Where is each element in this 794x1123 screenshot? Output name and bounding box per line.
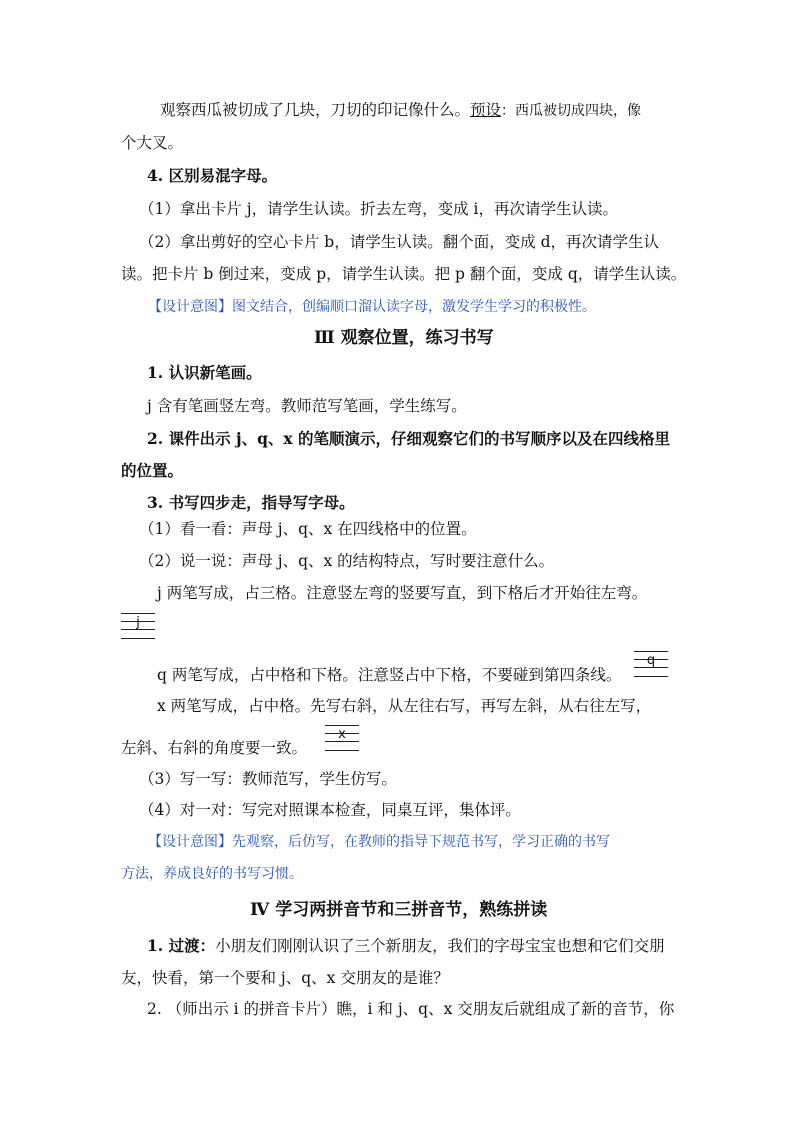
- text-line: 读。把卡片 b 倒过来，变成 p，请学生认读。把 p 翻个面，变成 q，请学生认读。: [121, 265, 687, 283]
- text-line: 左斜、右斜的角度要一致。: [121, 739, 308, 757]
- four-line-grid-x: [325, 725, 359, 751]
- text-span: ：西瓜被切成四块，像: [501, 103, 642, 119]
- step-heading: 的位置。: [121, 461, 184, 480]
- text-line: 友，快看，第一个要和 j、q、x 交朋友的是谁？: [121, 969, 449, 987]
- step-heading: 4. 区别易混字母。: [147, 166, 278, 185]
- text-line: （3）写一写：教师范写，学生仿写。: [139, 770, 397, 788]
- letter-x-glyph: x: [338, 727, 346, 742]
- design-note: 【设计意图】图文结合，创编顺口溜认读字母，激发学生学习的积极性。: [148, 299, 596, 315]
- text-line: （2）拿出剪好的空心卡片 b，请学生认读。翻个面，变成 d，再次请学生认: [139, 233, 660, 251]
- text-line: 2. （师出示 i 的拼音卡片）瞧，i 和 j、q、x 交朋友后就组成了新的音节，你: [147, 1000, 675, 1018]
- step-heading: 2. 课件出示 j、q、x 的笔顺演示，仔细观察它们的书写顺序以及在四线格里: [147, 429, 671, 448]
- text-span: 小朋友们刚刚认识了三个新朋友，我们的字母宝宝也想和它们交朋: [215, 937, 665, 955]
- text-line: j 含有笔画竖左弯。教师范写笔画，学生练写。: [147, 397, 467, 415]
- text-line: 个大叉。: [121, 134, 184, 152]
- step-heading: 1. 认识新笔画。: [147, 363, 262, 382]
- text-line: （4）对一对：写完对照课本检查，同桌互评，集体评。: [139, 801, 521, 819]
- design-note: 【设计意图】先观察，后仿写，在教师的指导下规范书写，学习正确的书写: [148, 834, 610, 850]
- text-line: q 两笔写成，占中格和下格。注意竖占中下格，不要碰到第四条线。: [157, 666, 622, 684]
- text-line: （1）拿出卡片 j，请学生认读。折去左弯，变成 i，再次请学生认读。: [139, 200, 618, 218]
- text-line: （1）看一看：声母 j、q、x 在四线格中的位置。: [139, 520, 477, 538]
- preset-label: 预设: [470, 101, 502, 119]
- text-line: [160, 100, 641, 121]
- section-heading-3: Ⅲ 观察位置，练习书写: [314, 328, 494, 348]
- text-line: （2）说一说：声母 j、q、x 的结构特点，写时要注意什么。: [139, 552, 555, 570]
- text-span: 观察西瓜被切成了几块，刀切的印记像什么。: [160, 101, 471, 119]
- transition-label: 1. 过渡：: [147, 936, 216, 955]
- step-heading: 3. 书写四步走，指导写字母。: [147, 493, 355, 512]
- text-line: [147, 936, 665, 956]
- text-line: x 两笔写成，占中格。先写右斜，从左往右写，再写左斜，从右往左写，: [157, 697, 652, 715]
- letter-j-glyph: j: [136, 615, 140, 630]
- text-line: j 两笔写成，占三格。注意竖左弯的竖要写直，到下格后才开始往左弯。: [157, 584, 648, 602]
- design-note: 方法，养成良好的书写习惯。: [121, 866, 303, 882]
- section-heading-4: Ⅳ 学习两拼音节和三拼音节，熟练拼读: [250, 900, 548, 920]
- letter-q-glyph: q: [646, 653, 656, 668]
- four-line-grid-q: [634, 651, 668, 677]
- four-line-grid-j: [121, 613, 155, 639]
